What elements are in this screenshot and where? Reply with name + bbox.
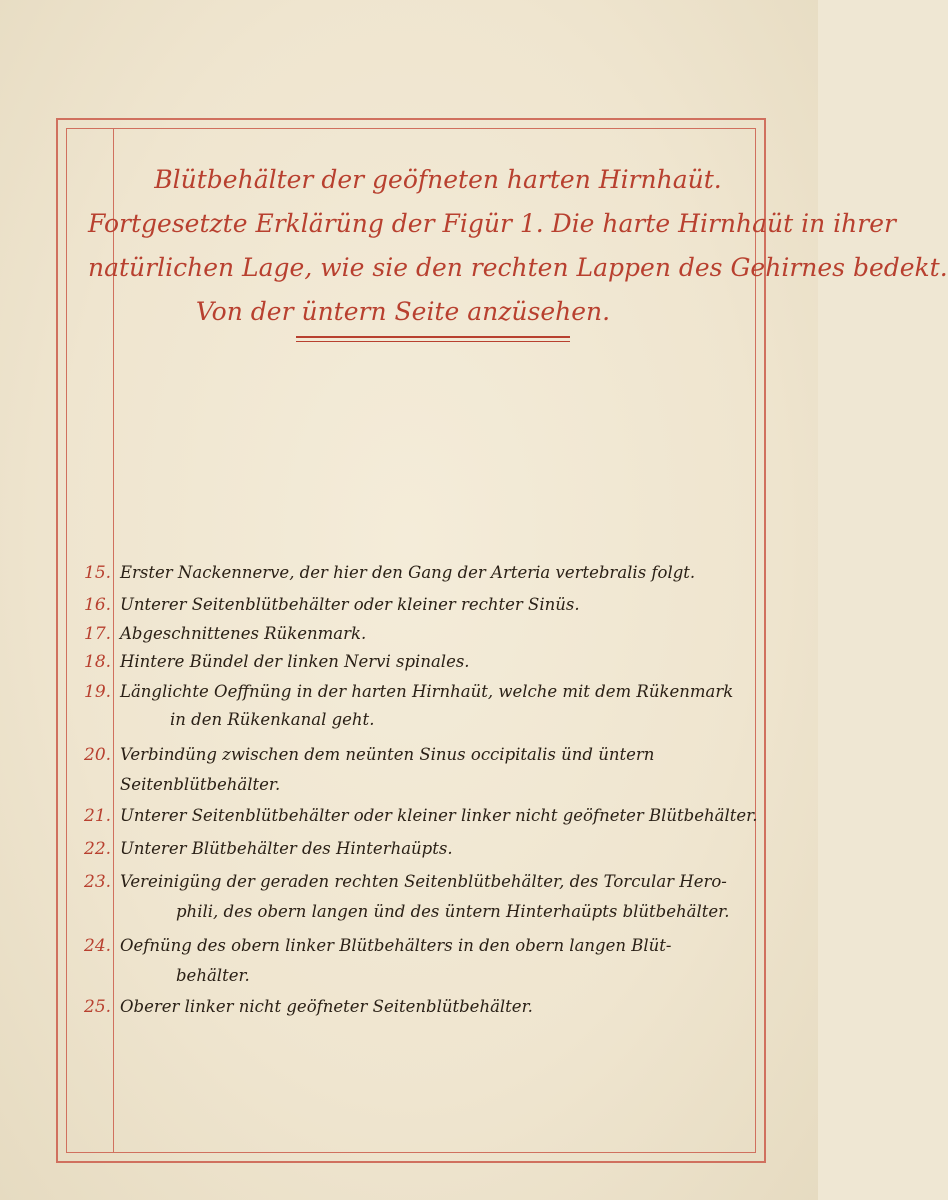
entry-text: Oberer linker nicht geöfneter Seitenblütbehälter.: [120, 997, 533, 1016]
title-line-1: Blütbehälter der geöfneten harten Hirnhaüt.: [154, 165, 722, 194]
entry-continuation: behälter.: [176, 966, 250, 985]
page-title: [88, 158, 948, 334]
entry-number: 25.: [84, 997, 112, 1017]
entry-text: Unterer Seitenblütbehälter oder kleiner rechter Sinüs.: [120, 595, 580, 614]
entry-number: 15.: [84, 563, 112, 583]
entry-text: Unterer Blütbehälter des Hinterhaüpts.: [120, 839, 453, 858]
entry-number: 24.: [84, 936, 112, 956]
entry-number: 21.: [84, 806, 112, 826]
entry-text: Erster Nackennerve, der hier den Gang der Arteria vertebralis folgt.: [120, 563, 696, 582]
title-underline-thin: [296, 341, 570, 342]
title-line-4: Von der üntern Seite anzüsehen.: [195, 297, 611, 326]
entry-text: Vereinigüng der geraden rechten Seitenblütbehälter, des Torcular Hero-: [120, 872, 727, 891]
entry-number: 20.: [84, 745, 112, 765]
entry-continuation: Seitenblütbehälter.: [120, 775, 281, 794]
entry-number: 17.: [84, 624, 112, 644]
title-underline: [296, 336, 570, 338]
entry-text: Abgeschnittenes Rükenmark.: [120, 624, 367, 643]
entry-text: Hintere Bündel der linken Nervi spinales.: [120, 652, 470, 671]
entry-number: 16.: [84, 595, 112, 615]
entry-number: 23.: [84, 872, 112, 892]
entry-continuation: phili, des obern langen ünd des üntern Hinterhaüpts blütbehälter.: [176, 902, 730, 921]
entry-text: Verbindüng zwischen dem neünten Sinus occipitalis ünd üntern: [120, 745, 655, 764]
entry-continuation: in den Rükenkanal geht.: [170, 710, 375, 729]
entry-number: 19.: [84, 682, 112, 702]
title-line-3: natürlichen Lage, wie sie den rechten Lappen des Gehirnes bedekt.: [88, 253, 948, 282]
entry-text: Oefnüng des obern linker Blütbehälters in den obern langen Blüt-: [120, 936, 672, 955]
entry-number: 22.: [84, 839, 112, 859]
title-line-2: Fortgesetzte Erklärüng der Figür 1. Die harte Hirnhaüt in ihrer: [88, 209, 896, 238]
entry-text: Unterer Seitenblütbehälter oder kleiner linker nicht geöfneter Blütbehälter.: [120, 806, 758, 825]
entry-number: 18.: [84, 652, 112, 672]
entry-text: Länglichte Oeffnüng in der harten Hirnhaüt, welche mit dem Rükenmark: [120, 682, 734, 701]
